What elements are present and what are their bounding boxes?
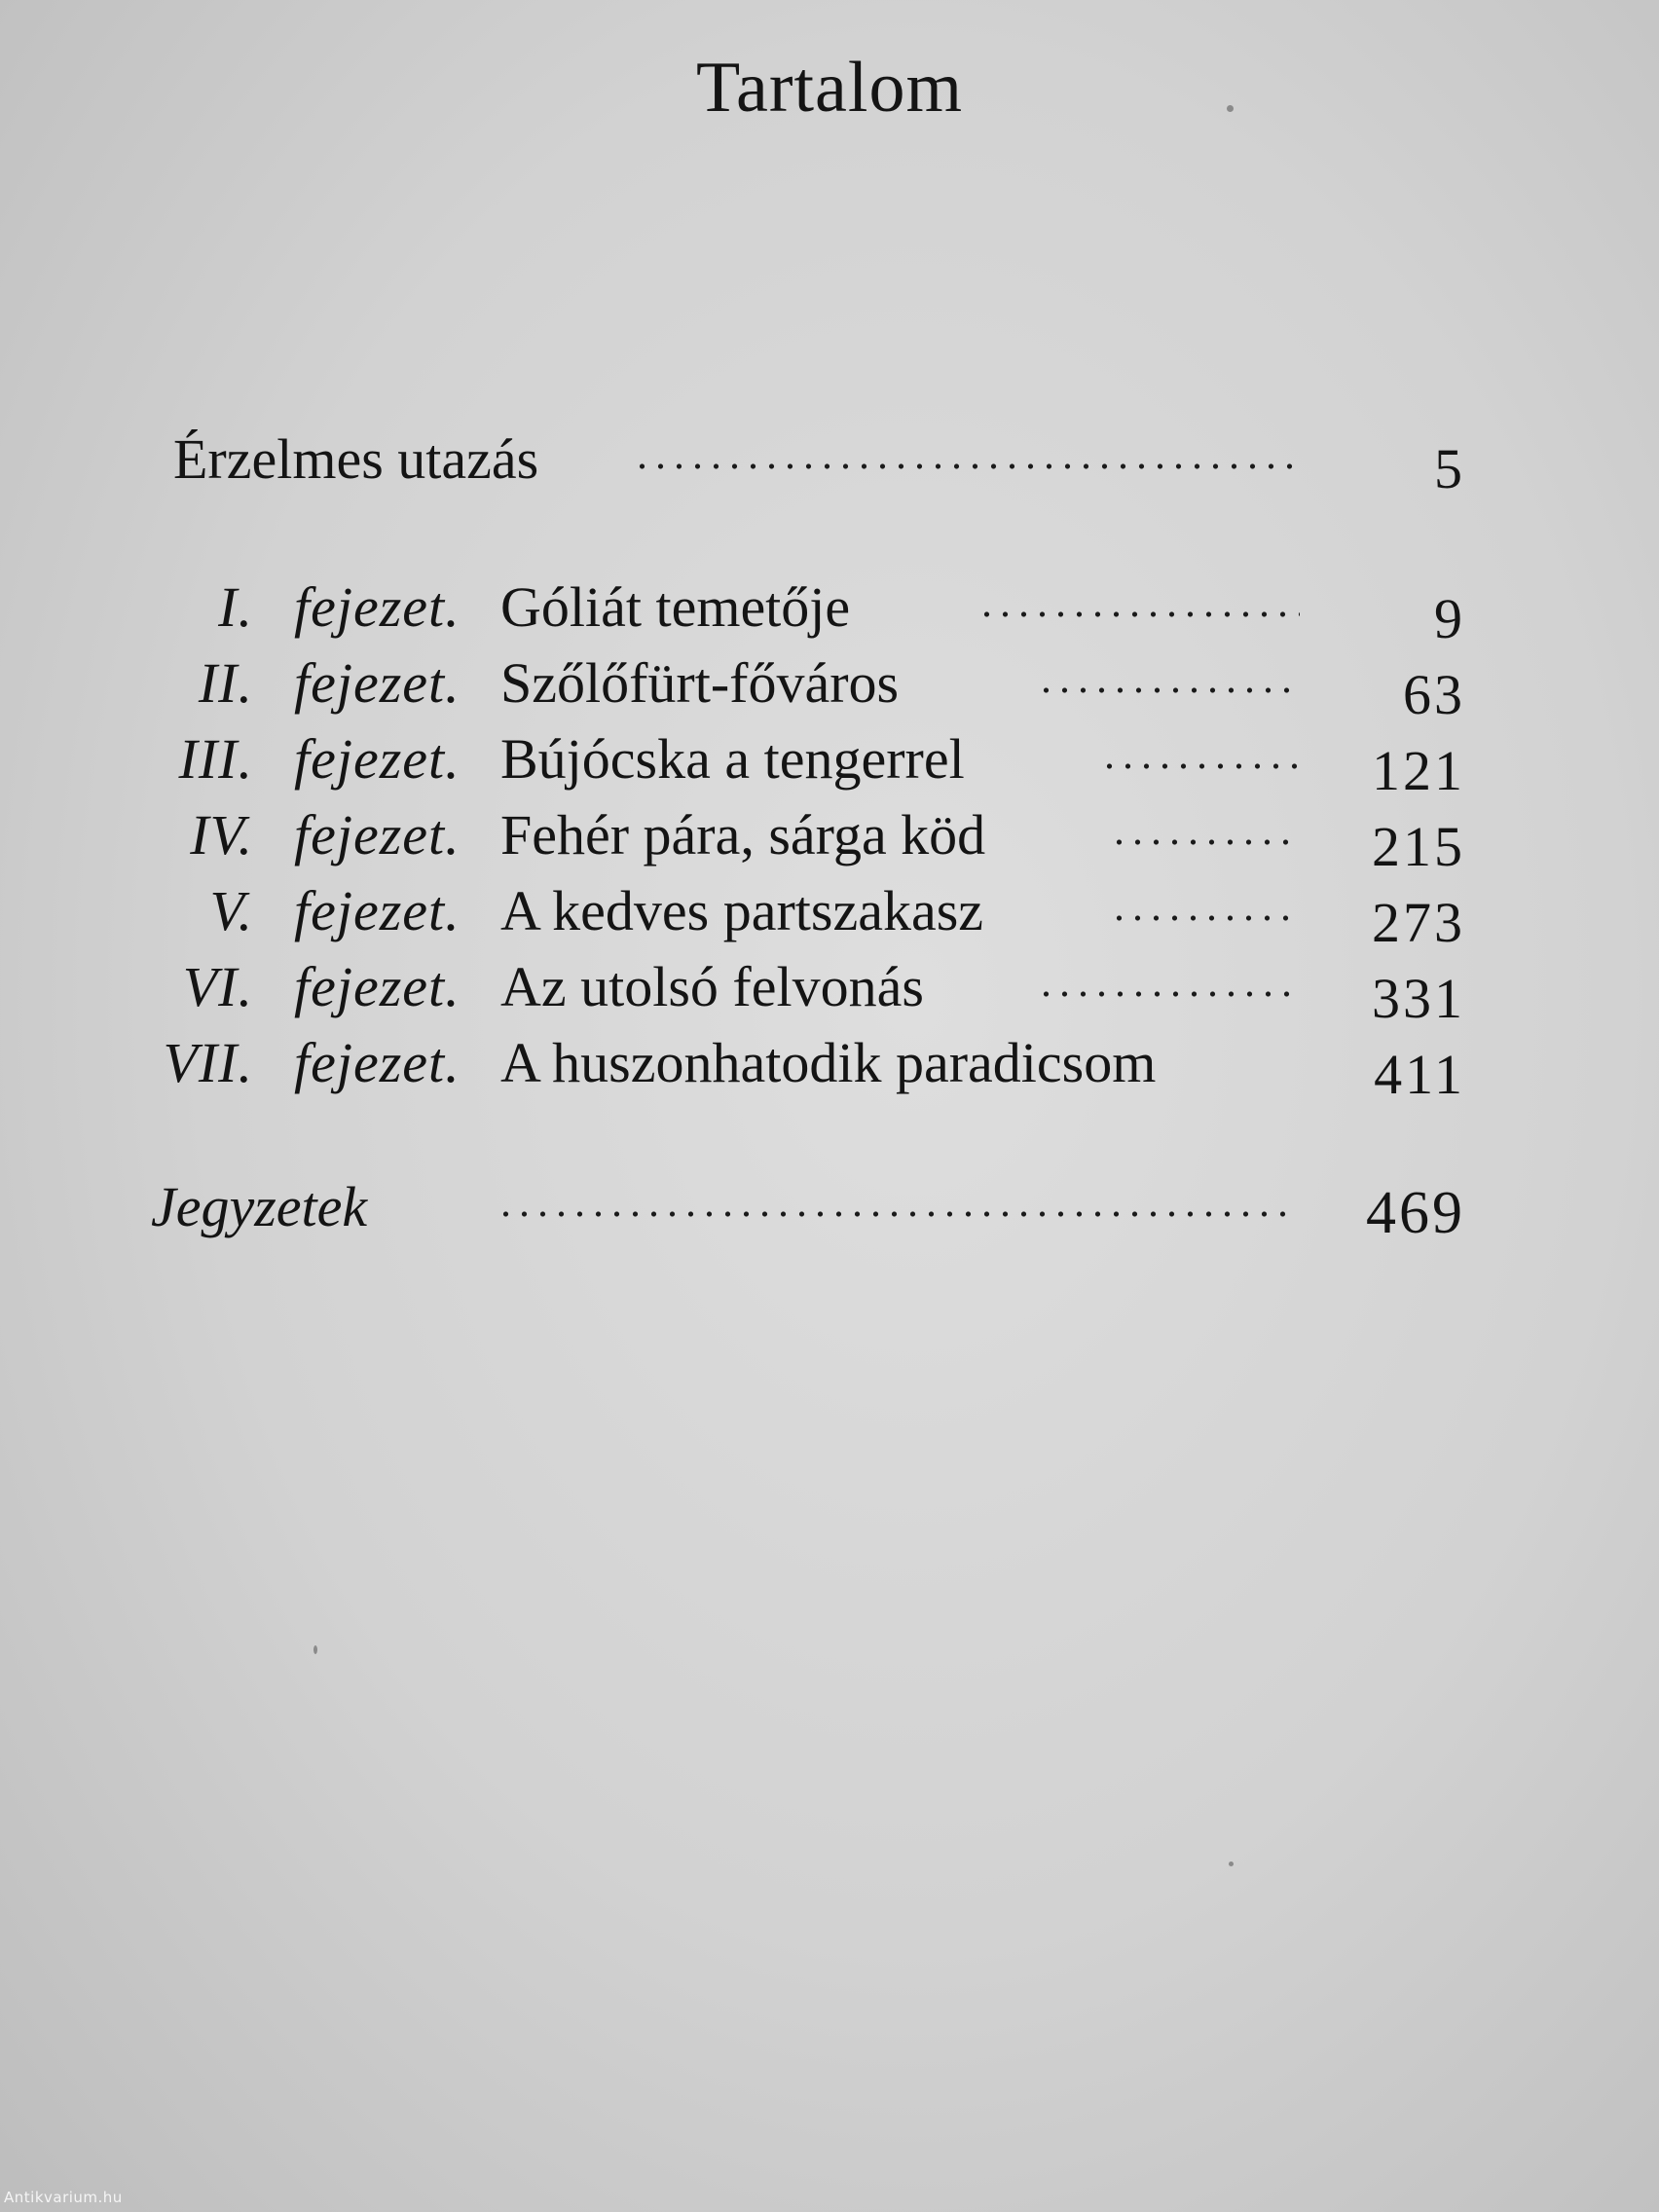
dot-leader (1037, 991, 1300, 997)
toc-entry-chapter-4 (0, 796, 1659, 878)
chapter-word: fejezet. (294, 651, 461, 715)
dot-leader (977, 611, 1300, 617)
chapter-numeral: III. (178, 727, 253, 791)
paper-speck (313, 1645, 317, 1654)
chapter-title: Góliát temetője (500, 575, 851, 639)
chapter-title: Szőlőfürt-főváros (500, 651, 900, 715)
toc-page-number: 121 (1372, 739, 1465, 802)
dot-leader (1110, 839, 1300, 845)
chapter-title: A kedves partszakasz (500, 879, 984, 942)
dot-leader (1110, 915, 1300, 921)
toc-page-number: 215 (1372, 815, 1465, 878)
watermark: Antikvarium.hu (4, 2189, 123, 2206)
dot-leader (497, 1211, 1295, 1217)
chapter-numeral: VI. (182, 955, 253, 1018)
chapter-title: Az utolsó felvonás (500, 955, 924, 1018)
toc-page-number: 469 (1366, 1180, 1465, 1246)
toc-page-number: 5 (1434, 437, 1465, 500)
chapter-numeral: I. (218, 575, 253, 639)
toc-entry-chapter-1 (0, 569, 1659, 650)
chapter-word: fejezet. (294, 955, 461, 1018)
dot-leader (1100, 763, 1300, 769)
chapter-word: fejezet. (294, 803, 461, 866)
dot-leader (1037, 687, 1300, 693)
chapter-numeral: V. (209, 879, 253, 942)
dot-leader (633, 463, 1300, 469)
chapter-numeral: VII. (163, 1031, 253, 1094)
chapter-numeral: II. (198, 651, 253, 715)
toc-entry-label: Jegyzetek (151, 1175, 368, 1238)
paper-speck (1227, 105, 1234, 112)
toc-entry-chapter-7 (0, 1024, 1659, 1106)
chapter-word: fejezet. (294, 727, 461, 791)
toc-page-number: 331 (1372, 967, 1465, 1030)
chapter-title: A huszonhatodik paradicsom (500, 1031, 1157, 1094)
toc-entry-notes (0, 1168, 1659, 1246)
toc-page-number: 411 (1374, 1043, 1465, 1106)
toc-page-number: 63 (1403, 663, 1465, 726)
chapter-word: fejezet. (294, 1031, 461, 1094)
chapter-numeral: IV. (190, 803, 253, 866)
toc-page-number: 9 (1434, 587, 1465, 650)
toc-entry-chapter-6 (0, 948, 1659, 1030)
chapter-word: fejezet. (294, 575, 461, 639)
toc-page-number: 273 (1372, 891, 1465, 954)
toc-entry-intro (0, 421, 1659, 498)
paper-speck (1229, 1862, 1234, 1866)
chapter-title: Fehér pára, sárga köd (500, 803, 986, 866)
toc-entry-label: Érzelmes utazás (173, 427, 539, 491)
toc-entry-chapter-2 (0, 645, 1659, 726)
toc-entry-chapter-3 (0, 720, 1659, 802)
page-title: Tartalom (695, 48, 964, 128)
chapter-title: Bújócska a tengerrel (500, 727, 965, 791)
chapter-word: fejezet. (294, 879, 461, 942)
toc-entry-chapter-5 (0, 872, 1659, 954)
